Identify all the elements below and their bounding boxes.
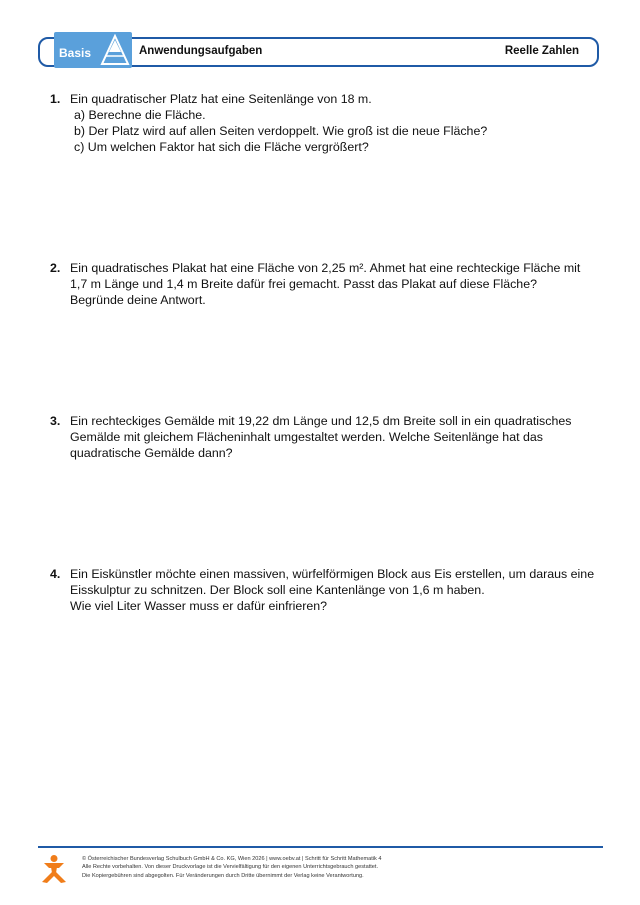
task-number: 1. [50, 92, 61, 106]
task-line: Ein rechteckiges Gemälde mit 19,22 dm Länge und 12,5 dm Breite soll in ein quadratisches [70, 414, 572, 428]
subtask-c: c) Um welchen Faktor hat sich die Fläche vergrößert? [74, 140, 369, 154]
level-badge-label: Basis [59, 46, 92, 60]
task-text [70, 260, 600, 308]
task-text [70, 91, 600, 155]
subtask-a: a) Berechne die Fläche. [74, 108, 206, 122]
task-line: Wie viel Liter Wasser muss er dafür einfrieren? [70, 599, 328, 613]
footer-copyright [82, 855, 381, 880]
task-line: Ein Eiskünstler möchte einen massiven, würfelförmigen Block aus Eis erstellen, um daraus eine [70, 567, 595, 581]
task-number: 2. [50, 261, 61, 275]
task-number: 3. [50, 414, 61, 428]
footer-line: © Österreichischer Bundesverlag Schulbuch GmbH & Co. KG, Wien 2026 | www.oebv.at | Schritt für Schritt Mathematik 4 [82, 856, 382, 862]
task-line: Ein quadratisches Plakat hat eine Fläche von 2,25 m². Ahmet hat eine rechteckige Fläche mit [70, 261, 581, 275]
task-line: quadratische Gemälde dann? [70, 446, 233, 460]
task-line: Begründe deine Antwort. [70, 293, 206, 307]
level-badge [54, 32, 132, 68]
task-line: Gemälde mit gleichem Flächeninhalt umgestaltet werden. Welche Seitenlänge hat das [70, 430, 543, 444]
task-statement: Ein quadratischer Platz hat eine Seitenlänge von 18 m. [70, 92, 372, 106]
subtask-b: b) Der Platz wird auf allen Seiten verdoppelt. Wie groß ist die neue Fläche? [74, 124, 488, 138]
task-number: 4. [50, 567, 61, 581]
subject-title: Reelle Zahlen [504, 45, 579, 57]
task-text [70, 413, 600, 461]
page-header [38, 37, 599, 67]
task-text [70, 566, 600, 614]
footer-line: Alle Rechte vorbehalten. Von dieser Druckvorlage ist die Vervielfältigung für den eigenen Unterrichtsgebrauch gestattet. [82, 864, 379, 871]
worksheet-title: Anwendungsaufgaben [139, 45, 263, 57]
task-line: 1,7 m Länge und 1,4 m Breite dafür frei gemacht. Passt das Plakat auf diese Fläche? [70, 277, 537, 291]
pyramid-icon [100, 34, 130, 66]
task-line: Eisskulptur zu schnitzen. Der Block soll eine Kantenlänge von 1,6 m haben. [70, 583, 485, 597]
oebv-logo-icon [40, 854, 68, 884]
footer-line: Die Kopiergebühren sind abgegolten. Für Veränderungen durch Dritte übernimmt der Verlag keine Verantwortung. [82, 872, 364, 879]
footer-divider [38, 846, 603, 848]
